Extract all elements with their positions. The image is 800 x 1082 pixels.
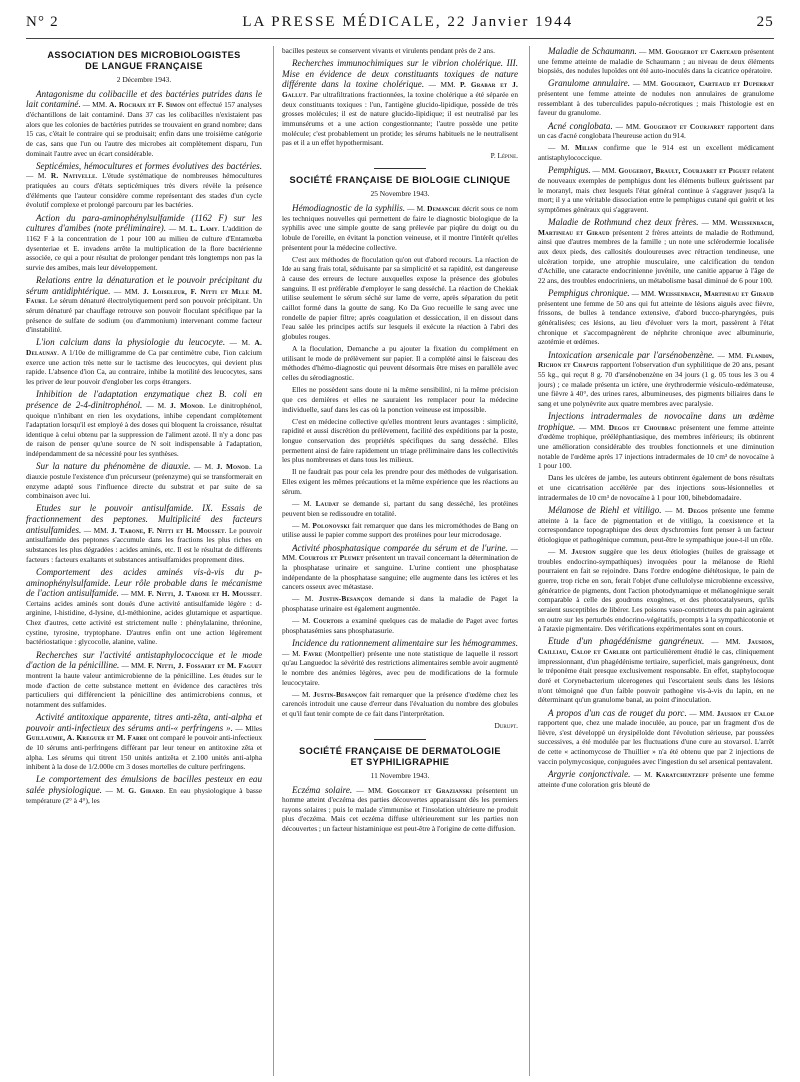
author-prefix: — M. [165,224,191,234]
author-prefix: — M. [405,203,428,213]
article-title: Mélanose de Riehl et vitiligo. [548,504,662,515]
column-divider [273,46,274,1076]
author-prefix: — M. [190,462,217,472]
article-abstract [26,161,262,210]
article-text: rapportent dans un cas d'acné conglobata l'heureuse action du 914. [538,121,774,141]
author-prefix: — MM. [704,637,748,647]
author-prefix: — M. [282,648,304,658]
article-abstract [538,143,774,162]
article-authors: P. Grabar et J. Gallut [282,80,518,100]
article-abstract [282,690,518,719]
continued-paragraph: bacilles pesteux se conservent vivants et virulents pendant près de 2 ans. [282,46,495,55]
paragraph: C'est aux méthodes de floculation qu'on eut d'abord recours. La réaction de Ide au sang frais total, séduisante par sa simplicité et sa rapidité, est dangereuse à cause des erreurs de lecture auxquelles expose la présence des globules sanguins. Il est préférable d'employer le sang desséché. La réaction de Chekiak utilise seulement le sérum séché sur lame de verre, après séparation du petit caillot formé dans la goutte de sang. Ko Da Guo recueille le sang avec une rondelle de papier filtre; après coagulation et dessiccation, il en dissout dans l'eau salée les principes actifs sur lesquels il exécute la réaction à l'abri des globules rouges. [282,254,518,341]
article-abstract [538,769,774,789]
article-authors: R. Nativelle [50,171,96,181]
author-prefix: — MM. [118,589,148,599]
signature: P. Lépine. [490,150,518,160]
article-title: Pemphigus. [548,165,591,176]
article-abstract [538,46,774,76]
article-title: Injections intradermales de novocaïne dans un œdème trophique. [538,410,774,432]
article-list [282,58,518,148]
article-title: Pemphigus chronique. [548,288,630,299]
author-prefix: — M. [292,520,313,530]
column-1 [26,46,262,1076]
article-authors: Demanche [427,203,461,213]
author-prefix: — MM. [282,543,518,563]
article-authors: Gougerot, Carteaud et Duperrat [660,79,774,89]
article-authors: Degos et Choubrac [608,422,677,432]
author-prefix: — MM. [630,79,661,89]
article-title: Maladie de Rothmund chez deux frères. [548,217,699,227]
article-authors: A. Delaunay [26,338,262,358]
article-text: présentent un travail concernant la détermination de la phosphatase urinaire et sanguine. L'urine contient une phosphatase indépendante de la phosphatase sanguine; elle augmente dans les ictères et les cancers osseux avec métastase. [282,553,518,592]
author-prefix: — MM. [698,218,731,227]
author-prefix: — M. [292,616,314,626]
article-title: Acné conglobata. [548,120,613,131]
article-title: Hémodiagnostic de la syphilis. [292,202,406,213]
article-authors: Courtois et Plumet [298,553,364,563]
article-text: ont comparé le pouvoir anti-infectieux de 10 sérums anti-perfringens différant par leur teneur en antitoxine zêta et alpha. Les sérums qui titrent 150 unités antizêta et 2.100 unités anti-alpha inhibent à la dose de 1/2.000e cm 3 doses mortelles de culture perfringens. [26,733,262,772]
article-title: Activité phosphatasique comparée du sérum et de l'urine. [292,542,508,553]
article-abstract [538,350,774,409]
article-authors: Justin-Besançon [313,689,367,699]
author-prefix: — MM. [81,525,111,535]
article-abstract [282,499,518,518]
article-title: Sur la nature du phénomène de diauxie. [36,461,191,472]
session-date: 25 Novembre 1943. [370,189,430,199]
author-prefix: — M. [101,786,129,796]
paragraph: C'est en médecine collective qu'elles montrent leurs avantages : simplicité, rapidité et aussi discrétion du prélèvement, facilité des expéditions par la poste, longue conservation des propriétés spécifiques du sang desséché. Elles permettent ainsi de faire rapidement un triage préliminaire dans les collectivités les plus nombreuses et dans tous les milieux. [282,416,518,465]
article-list [538,46,774,471]
article-title: Recherches immunochimiques sur le vibrion cholérique. III. Mise en évidence de deux constituants toxiques de nature différente dans la toxine cholérique. [282,58,518,90]
author-prefix: — MM. [629,289,658,299]
paragraph: A la floculation, Demanche a pu ajouter la fixation du complément en utilisant le mode de prélèvement sur papier. Il a complété ainsi le faisceau des méthodes d'hémo-diagnostic qui peuvent désormais être mises en parallèle avec celles du sérodiagnostic. [282,344,518,383]
article-text: fait remarquer que dans les microméthodes de Bang on utilise aussi le papier comme support des protéines pour leur microdosage. [282,520,518,540]
author-prefix: — M. [142,400,171,410]
article-authors: Laudat [315,498,340,508]
article-title: Intoxication arsenicale par l'arsénobenzène. [548,349,715,360]
session-date: 11 Novembre 1943. [370,770,430,780]
article-authors: Weissenbach, Martineau et Giraud [657,289,774,299]
section-divider [374,168,426,169]
article-abstract [282,203,518,252]
article-authors: Milian [574,143,598,153]
article-text: présentent une femme de 50 ans qui fut atteinte de lésions aiguës avec fièvre, frissons, de bulles à tendance extensive, d'abord bucco-pharyngées, puis généralisées; ces lésions, au lieu d'évoluer vers la mort, passèrent à l'état chronique et s'accompagnèrent de néphrite chronique avec albuminurie, azotémie et œdèmes. [538,298,774,347]
article-authors: J. Monod [170,400,204,410]
article-abstract [26,567,262,647]
author-prefix: — MM. [80,100,110,110]
article-title: Etude d'un phagédénisme gangréneux. [548,636,705,647]
article-title: Argyrie conjonctivale. [548,768,631,779]
author-prefix: — Mlles [232,723,262,733]
article-text: présentent un homme atteint d'eczéma des parties découvertes apparaissant dès les premiers rayons solaires ; puis le malade s'immunise et l'insolation ultérieure ne produit plus d'eczéma. Mais cet eczéma diffuse ultérieurement sur les parties non découvertes ; un facteur histaminique est peut-être à l'origine de cette diffusion. [282,785,518,834]
article-title: Le comportement des émulsions de bacilles pesteux en eau salée physiologique. [26,774,262,796]
author-prefix: — MM. [110,286,143,296]
author-prefix: — M. [26,171,51,181]
article-list [282,785,518,834]
article-text: montrent la haute valeur antimicrobienne de la pénicilline. Les études sur le mode d'action de cette substance mettent en évidence des caractères très particuliers qui différencient la pénicilline des antimicrobiens connus, et notamment des sulfamides. [26,670,262,709]
article-text: décrit sous ce nom les techniques nouvelles qui permettent de faire le diagnostic biologique de la syphilis avec une simple goutte de sang prélevée par piqûre du doigt ou du lobule de l'oreille, en évitant la ponction veineuse, et il montre l'intérêt qu'elles présentent pour la médecine collective. [282,203,518,252]
article-authors: Gougerot et Grazianski [387,785,472,795]
paragraph: Dans les ulcères de jambe, les auteurs obtinrent également de bons résultats et une cicatrisation accélérée par des injections sous-lésionnelles et intradermales de 10 cm³ de novocaïne à 1 pour 100, bihebdomadaire. [538,473,774,502]
article-abstract [282,785,518,834]
article-authors: Jausion, Cailliau, Calop et Carlier [538,637,774,657]
article-title: Action du para-aminophénylsulfamide (1162 F) sur les cultures d'amibes (note préliminaire). [26,212,262,234]
article-abstract [26,89,262,159]
article-abstract [538,547,774,634]
article-abstract [282,58,518,148]
author-prefix: — MM. [424,80,461,90]
author-prefix: — M. [292,689,314,699]
article-text: présente une femme atteinte d'une coloration gris bleuté de [538,769,774,789]
author-prefix: — MM. [575,422,609,432]
article-list [26,89,262,806]
article-authors: Favre [303,648,323,658]
article-title: A propos d'un cas de rouget du porc. [548,707,687,718]
page-header [26,14,774,38]
article-abstract [538,121,774,141]
author-prefix: — MM. [612,121,644,131]
article-text: suggère que les deux étiologies (huiles de graissage et troubles endocrino-sympathiques) invoquées pour la mélanose de Riehl pourraient en fait se rejoindre. Dans l'ordre endogène diététosique, le pain de guerre, trop riche en son, ferait l'objet d'une cellulolyse microbienne excessive, génératrice de pigments, dont l'action photodynamique et mélanogénique serait comparable à celle des goudrons exogènes, et des photocatalyseurs, qu'ils seraient susceptibles de libérer. Les poisons vaso-constricteurs du pain agiraient en outre sur les perturbés endocrino-végétatifs, prompts à la sympathicotonie et à l'ataxie pigmentaire. Des vérifications expérimentales sont en cours. [538,547,774,634]
author-prefix: — M. [548,143,575,153]
author-prefix: — M. [292,498,316,508]
author-prefix: — MM. [119,661,149,671]
author-prefix: — M. [548,547,572,556]
article-text: relatent de nouveaux exemples de pemphigus dont les éléments bulleux guérissent par le moranyl, mais chez lesquels l'état général continue à s'aggraver jusqu'à la mort; il y a une véritable dissociation entre le pemphigus cutané qui guérit et les symptômes généraux qui s'aggravent. [538,166,774,214]
paragraph: Elles ne possèdent sans doute ni la même sensibilité, ni la même précision que ces dernières et elles ne sauraient les remplacer pour la médecine individuelle, sauf dans les cas où la ponction veineuse est impossible. [282,385,518,414]
article-abstract [538,165,774,214]
article-abstract [26,503,262,564]
author-prefix: — M. [225,338,255,348]
article-text: . L'addition de 1162 F à la concentration de 1 pour 100 au milieu de culture d'Entamœba dysenteriae et E. invadens arrête la multiplication de la flore bactérienne associée, ce qui a pour résultat de prolonger pendant très longtemps non pas la survie des amibes, mais leur développement. [26,224,262,272]
article-authors: Jausion et Calop [716,708,774,718]
article-authors: J. Loiseleur, F. Nitti et Mlle M. Faure [26,286,262,306]
section-heading: SOCIÉTÉ FRANÇAISE DE DERMATOLOGIE ET SYPHILIGRAPHIE [299,745,501,767]
article-abstract [282,594,518,613]
article-authors: Gougerot et Carteaud [665,47,742,56]
author-prefix: — MM. [714,350,747,360]
article-authors: Polonovski [312,520,350,530]
article-title: Relations entre la dénaturation et le pouvoir précipitant du sérum antidiphtérique. [26,274,262,296]
article-text: . Le pouvoir antisulfamide des peptones s'accumule dans les fractions les plus riches en substances les plus dégradées : acides aminés, etc. Il est le résultat de différents facteurs : facteurs exaltants et substances antisulfamides proprement dites. [26,525,262,564]
article-text: confirme que le 914 est un excellent médicament antistaphylococcique. [538,143,774,163]
article-text: . L'étude systématique de nombreuses hémocultures pratiquées au cours d'états septicémiques très divers révèle la présence d'éléments que l'auteur considère comme représentant des stades d'un cycle évolutif complexe et prolongé parcouru par les bactéries. [26,171,262,210]
article-text: . Par ultrafiltrations fractionnées, la toxine cholérique a été séparée en deux constituants toxiques : l'un, l'antigène glucido-lipidique, possède de très grosses molécules; il est de nature glucido-lipidique; il est neutralisé par les immunsérums et a une action congestionnante; l'autre possède une petite molécule; c'est probablement un protide; les sérums habituels ne le neutralisent pas et il a un effet hypothermisant. [282,90,518,148]
author-prefix: — MM. [636,47,666,56]
article-abstract [282,616,518,635]
article-text: présentent 2 frères atteints de maladie de Rothmund, ainsi que d'autres membres de la famille ; un note une sclérodermie localisée aux deux pieds, des callosités douloureuses avec rétraction tendineuse, une ulcération torpide, une atrophie musculaire, une calcification du tendon d'Achille, une cataracte endocrinienne juvénile, une canitie apparue à l'âge de 22 ans, des troubles endocriniens, un métabolisme basal diminué de 6 pour 100. [538,227,774,285]
article-text: se demande si, partant du sang desséché, les protéines peuvent bien se redissoudre en totalité. [282,498,518,518]
article-text: présentent une femme atteinte d'œdème trophique, prééléphantiasique, des membres inférieurs; ils obtinrent une amélioration considérable des troubles fonctionnels et une diminution notable de l'œdème après 17 injections intradermales de 10 cm³ de novocaïne à 1 pour 100. [538,422,774,471]
article-text: rapportent l'observation d'un syphilitique de 20 ans, pesant 55 kg., qui reçut 8 g. 70 d'arsénobenzène en 34 jours (1 g. 05 tous les 3 ou 4 jours) ; ce malade présenta un ictère, une érythrodermie vésiculo-œdémateuse, une fièvre à 40°, des urines rares, albumineuses, des pigments biliaires dans le sang et une polynévrite aux quatre membres avec paralysie. [538,360,774,408]
article-title: Activité antitoxique apparente, titres anti-zêta, anti-alpha et pouvoir anti-infectieux des sérums anti-« perfringens ». [26,712,262,733]
article-text: ont effectué 157 analyses d'échantillons de lait contaminé. Dans 37 cas les colibacilles n'existaient pas alors que les colonies de bactéries putrides se trouvaient en grand nombre; dans 15 cas, c'était le contraire qui se produisait; enfin dans une troisième catégorie de cas, sans que l'un ou l'autre des microbes ait complètement disparu, l'un dominait l'autre avec un écart considérable. [26,100,262,158]
article-authors: F. Nitti, J. Tabone et H. Mousset [147,589,261,599]
article-title: Comportement des acides aminés vis-à-vis du p-aminophénylsulfamide. Leur rôle probable dans le mécanisme de l'action antisulfamide. [26,566,262,599]
article-authors: A. Rochaix et F. Simon [109,100,186,110]
article-authors: Gougerot, Brault, Courjaret et Piguet [618,166,751,176]
article-title: Granulome annulaire. [548,78,630,89]
article-abstract [538,411,774,471]
article-abstract [26,389,262,459]
article-title: Inhibition de l'adaptation enzymatique chez B. coli en présence de 2-4-dinitrophénol. [26,389,262,410]
article-abstract [538,288,774,347]
article-authors: Jausion [571,547,596,556]
section-heading: ASSOCIATION DES MICROBIOLOGISTES DE LANGUE FRANÇAISE [47,50,241,71]
article-abstract [26,774,262,805]
article-abstract [26,712,262,772]
article-abstract [538,505,774,545]
article-text: présentent une femme atteinte de nodules non annulaires de granulome ressemblant à des tuberculides papulo-nécrotiques ; mais l'histologie est en faveur du granulome. [538,89,774,118]
article-text: . En eau physiologique à basse température (2° à 4°), les [26,786,262,805]
article-abstract [538,708,774,767]
article-abstract [26,337,262,386]
article-authors: L. Lamy [190,224,218,234]
author-prefix: — MM. [352,785,388,795]
article-list [282,499,518,719]
author-prefix: — M. [630,769,656,779]
article-title: Maladie de Schaumann. [548,46,637,56]
article-authors: Gougerot et Courjaret [643,121,725,131]
article-title: Incidence du rationnement alimentaire sur les hémogrammes. [292,637,518,648]
article-abstract [26,461,262,501]
article-text: . Le sérum dénaturé électrolytiquement perd son pouvoir précipitant. Un sérum dénaturé par chauffage retrouve son pouvoir floculant spécifique par la présence de sulfate de sodium (ou d'ammonium) intervenant comme facteur d'instabilité. [26,296,262,335]
section-heading: SOCIÉTÉ FRANÇAISE DE BIOLOGIE CLINIQUE [289,175,511,186]
article-text: fait remarquer que la présence d'œdème chez les carencés introduit une cause d'erreur dans l'évaluation du nombre des globules et qu'il faut tenir compte de ce fait dans l'interprétation. [282,689,518,719]
article-title: Recherches sur l'activité antistaphylococcique et le mode d'action de la pénicilline. [26,649,262,671]
article-text: . Certains acides aminés sont doués d'une activité antisulfamide légère : d-arginine, l-histidine, d-lysine, d,l-méthionine, acides glutamique et aspartique. Chez d'autres, cette activité est strictement nulle : phénylalanine, thréonine, cystine, tyrosine, tryptophane. D'autres enfin ont une action légèrement bactériostatique : glycocolle, alanine, valine. [26,589,262,647]
page-number: 25 [756,14,774,30]
article-text: présente une femme atteinte à la face de pigmentation et de vitiligo, la coexistence et la correspondance topographique des deux dyschromies font penser à un facteur étiologique et pathogénique commun, peut-être le sympathique joue-t-il un rôle. [538,505,774,544]
article-title: Etudes sur le pouvoir antisulfamide. IX. Essais de fractionnement des peptones. Multiplicité des facteurs antisulfamides. [26,503,262,535]
author-prefix: — MM. [686,708,717,718]
article-authors: Weissenbach, Martineau et Giraud [538,218,774,237]
article-abstract [282,543,518,592]
article-list [282,203,518,252]
article-text: présentent une femme atteinte de maladie de Schaumann ; au niveau de deux éléments biopsiés, des nodules lupoïdes ont été auto-inoculés dans la cicatrice opératoire. [538,47,774,76]
article-authors: J. Tabone, F. Nitti et H. Mousset [110,525,225,535]
article-abstract [282,638,518,687]
article-authors: G. Girard [128,786,164,796]
article-title: Eczéma solaire. [292,784,353,795]
article-text: . La diauxie postule l'existence d'un précurseur (préenzyme) qui se transformerait en enzyme adapté sous l'influence directe du substrat et par suite de sa combinaison avec lui. [26,462,262,501]
article-authors: Justin-Besançon [318,594,373,604]
article-authors: Flandin, Richon et Chapuis [538,350,774,370]
column-divider [529,46,530,1076]
header-rule [26,38,774,39]
article-abstract [26,650,262,710]
article-title: L'ion calcium dans la physiologie du leucocyte. [36,337,226,348]
article-abstract [26,275,262,335]
session-date: 2 Décembre 1943. [116,75,172,84]
article-text: ont particulièrement étudié le cas, cliniquement impressionnant, d'un phagédénisme tertiaire, superficiel, mais gangréneux, dont le tréponème était presque exclusivement responsable. En effet, staphylocoque doré et Corynebacterium ulcerogenes qui l'escortaient seuls dans les lésions n'ont témoigné que d'un faible pouvoir pathogène vis-à-vis du lapin, en ne déterminant qu'un granulome banal, au point d'inoculation. [538,647,774,705]
article-authors: F. Nitti, J. Fossaert et M. Faguet [148,661,262,671]
section-divider [374,739,426,740]
article-authors: Karatchentzeff [655,769,709,779]
article-abstract [282,521,518,540]
author-prefix: — MM. [590,166,619,176]
article-authors: Degos [687,505,709,515]
article-title: Septicémies, hémocultures et formes évolutives des bactéries. [36,160,262,171]
author-prefix: — M. [292,594,319,604]
article-authors: J. Monod [216,462,249,472]
article-list [538,505,774,789]
article-abstract [538,78,774,118]
article-text: a examiné quelques cas de maladie de Paget avec fortes phosphatasémies sans phosphatasurie. [282,616,518,635]
article-text: demande si dans la maladie de Paget la phosphatase urinaire est également augmentée. [282,594,518,613]
article-abstract [538,636,774,705]
article-abstract [26,213,262,273]
article-text: . A 1/10e de milligramme de Ca par centimètre cube, l'ion calcium exerce une action très nette sur le tactisme des leucocytes, qui devient plus rapide. L'absence d'ion Ca, au contraire, inhibe la motilité des leucocytes, sans les priver de leur pouvoir d'englober les corps étrangers. [26,348,262,387]
article-authors: Courtois [313,616,343,626]
signature: Durupt. [494,721,518,731]
journal-title-date: LA PRESSE MÉDICALE, 22 Janvier 1944 [242,14,574,30]
author-prefix: — M. [661,505,688,515]
article-text: (Montpellier) présente une note statistique de laquelle il ressort qu'au Languedoc la sévérité des restrictions alimentaires semble avoir augmenté le nombre des anémies légères, avec peu de modifications de la formule leucocytaire. [282,648,518,687]
issue-number: N° 2 [26,14,59,30]
article-authors: Guillaumie, A. Kreguer et M. Fabre [26,733,147,743]
article-abstract [538,217,774,286]
article-text: rapportent que, chez une malade inoculée, au pouce, par un fragment d'os de lièvre, s'est développé un érysipéloïde dont l'évolution sérieuse, par poussées successives, a été modulée par les fluctuations d'une cure au stovarsol. L'arrêt de cette « actinomycose de Thuillier » n'a été obtenu que par 2 injections de vaccin polymycosique, conjuguées avec l'ingestion du sel arsenical pentavalent. [538,718,774,766]
article-text: . Le dinitrophénol, quoique n'inhibant en rien les oxydations, inhibe cependant complètement l'adaptation lorsqu'il est employé à des doses qui bloquent la croissance, résultat identique à celui obtenu par la suppression de l'aliment azoté. Il n'y a donc pas de raison de penser qu'une source de N soit indispensable à l'adaptation, indépendamment de sa nécessité pour les synthèses. [26,400,262,459]
article-title: Antagonisme du colibacille et des bactéries putrides dans le lait contaminé. [26,88,262,110]
column-3 [538,46,774,1076]
column-2 [282,46,518,1076]
paragraph: Il ne faudrait pas pour cela les prendre pour des méthodes de vulgarisation. Elles exigent les mêmes précautions et la même expérience que les réactions au sérum. [282,467,518,496]
